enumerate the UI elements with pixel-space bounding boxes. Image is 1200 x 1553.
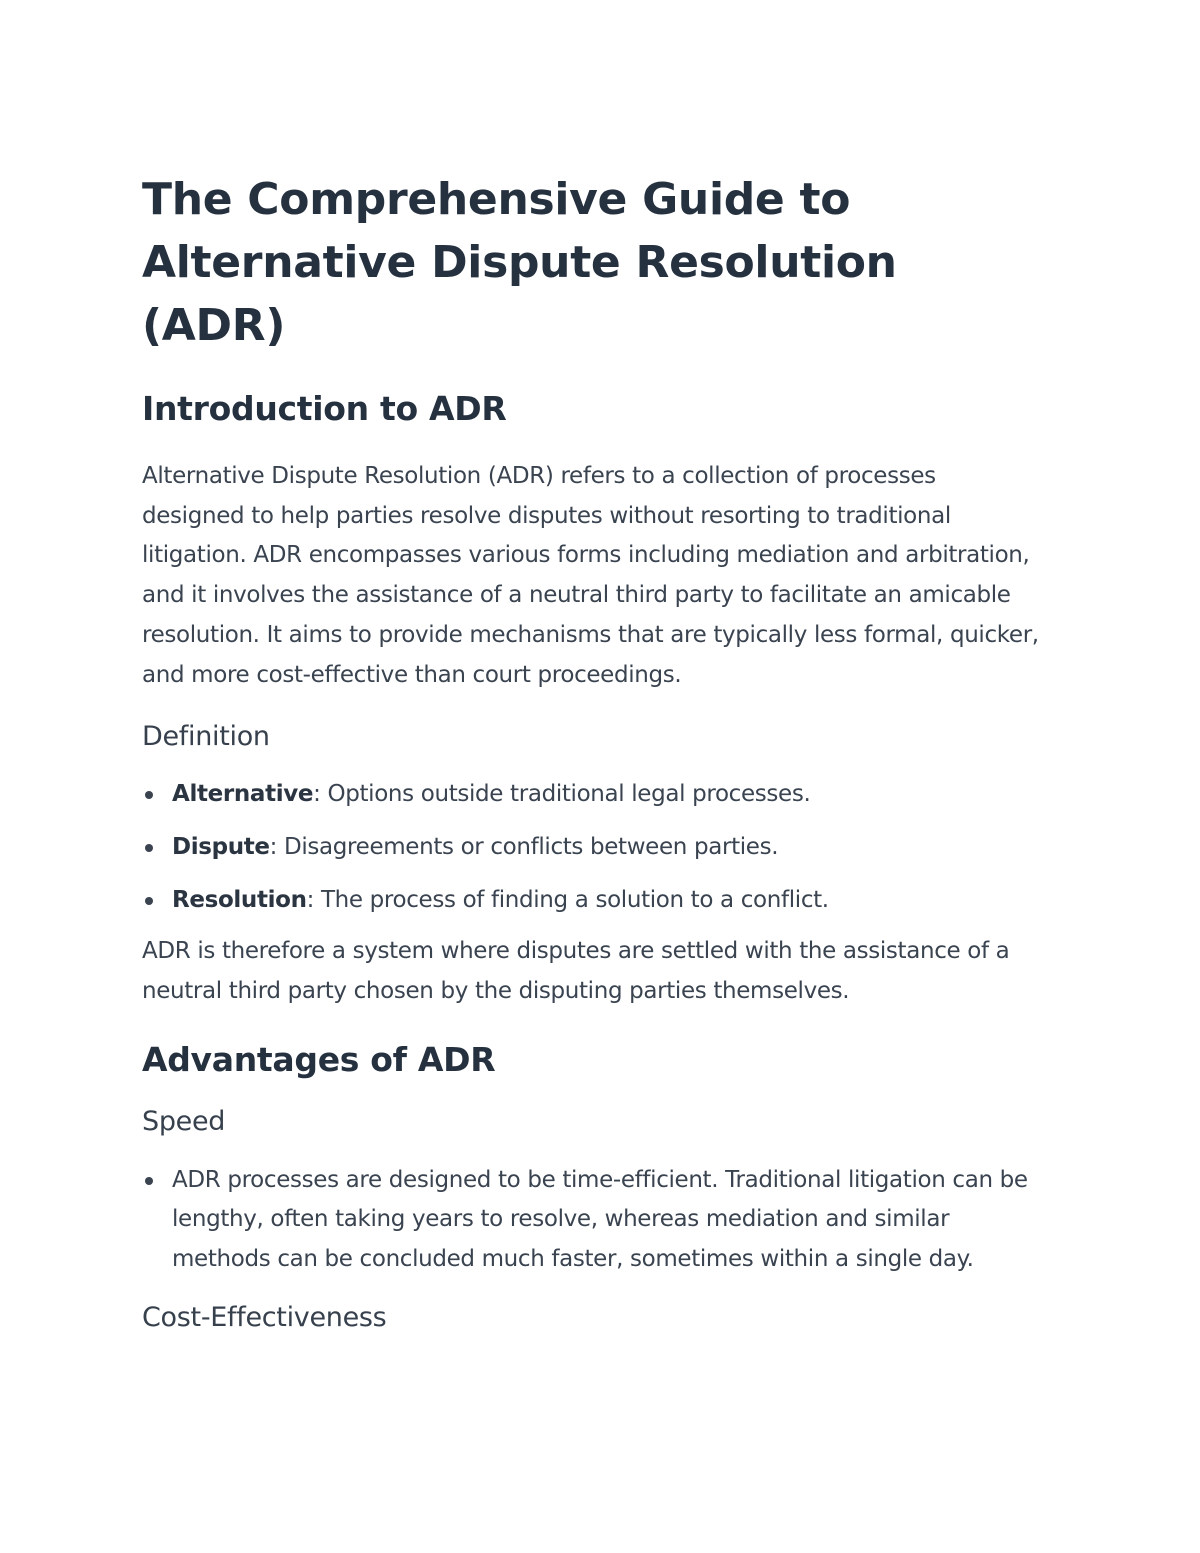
document-page bbox=[142, 168, 1042, 1336]
speed-list bbox=[142, 1161, 1042, 1280]
definition-term: Resolution bbox=[172, 886, 307, 913]
list-item bbox=[142, 1161, 1042, 1280]
introduction-paragraph: Alternative Dispute Resolution (ADR) refers to a collection of processes designed to help parties resolve disputes without resorting to traditional litigation. ADR encompasses various forms including mediation and arbitration, and it involves the assistance of a neutral third party to facilitate an amicable resolution. It aims to provide mechanisms that are typically less formal, quicker, and more cost-effective than court proceedings. bbox=[142, 463, 1039, 688]
bullet-icon bbox=[145, 844, 153, 852]
list-item bbox=[142, 881, 1042, 921]
bullet-icon bbox=[145, 897, 153, 905]
definition-text: : Disagreements or conflicts between parties. bbox=[269, 833, 779, 860]
bullet-icon bbox=[145, 1177, 153, 1185]
speed-item-text: ADR processes are designed to be time-efficient. Traditional litigation can be lengthy, often taking years to resolve, whereas mediation and similar methods can be concluded much faster, sometimes within a single day. bbox=[172, 1166, 1028, 1273]
definition-text: : The process of finding a solution to a conflict. bbox=[306, 886, 829, 913]
subheading-speed: Speed bbox=[142, 1105, 226, 1137]
definition-summary-paragraph: ADR is therefore a system where disputes are settled with the assistance of a neutral third party chosen by the disputing parties themselves. bbox=[142, 938, 1010, 1005]
definition-text: : Options outside traditional legal processes. bbox=[313, 781, 811, 808]
section-heading-advantages: Advantages of ADR bbox=[142, 1039, 496, 1079]
section-heading-introduction: Introduction to ADR bbox=[142, 389, 507, 428]
subheading-cost-effectiveness: Cost-Effectiveness bbox=[142, 1301, 387, 1333]
list-item bbox=[142, 775, 1042, 815]
list-item bbox=[142, 828, 1042, 868]
document-title: The Comprehensive Guide to Alternative Dispute Resolution (ADR) bbox=[142, 174, 897, 351]
definition-term: Dispute bbox=[172, 833, 270, 860]
bullet-icon bbox=[145, 791, 153, 799]
subheading-definition: Definition bbox=[142, 721, 270, 753]
definition-list bbox=[142, 775, 1042, 920]
definition-term: Alternative bbox=[172, 781, 314, 808]
